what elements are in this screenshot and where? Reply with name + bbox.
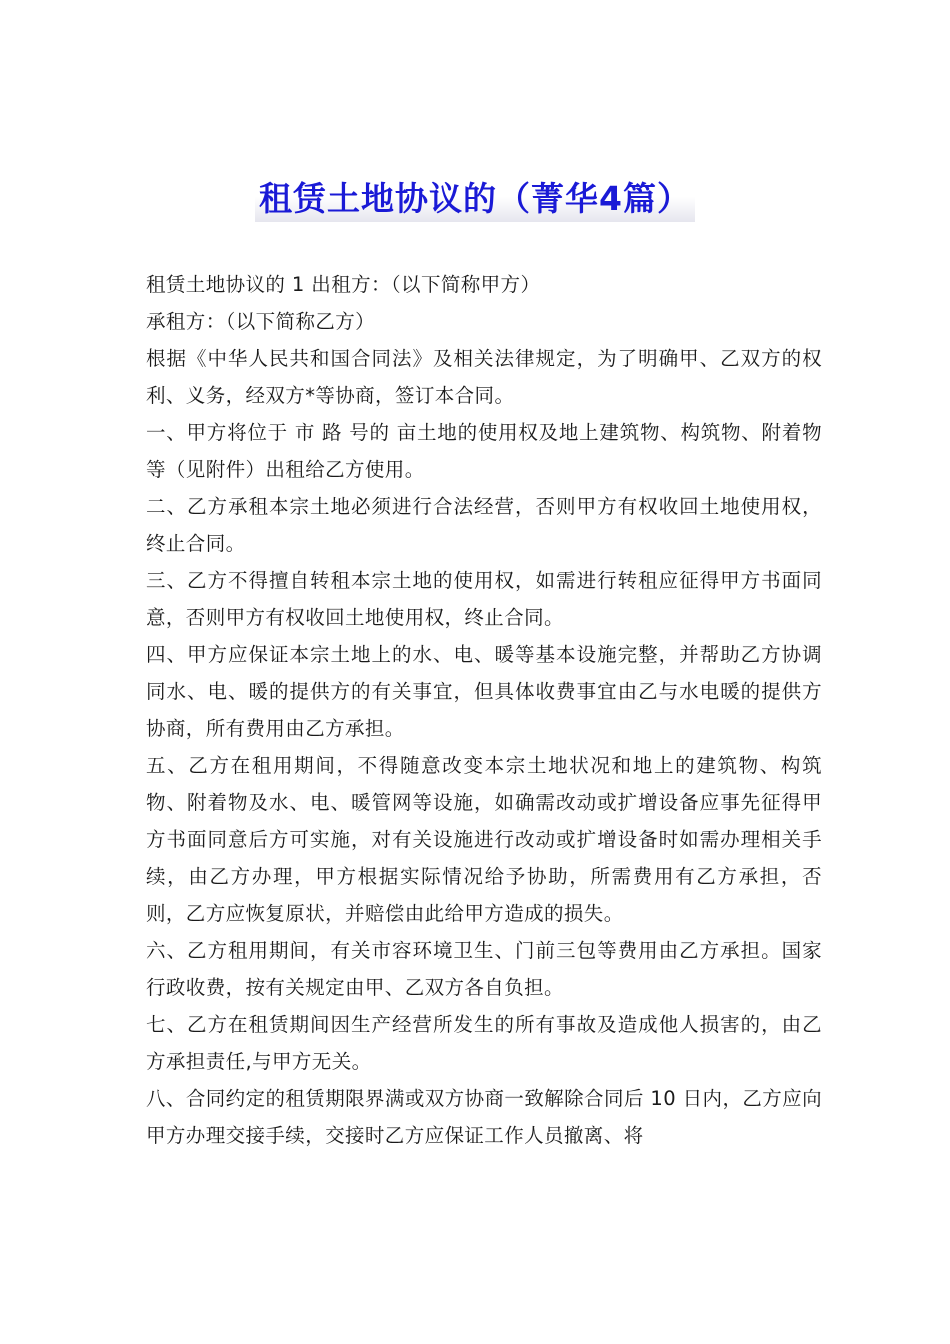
paragraph-clause-8: 八、合同约定的租赁期限界满或双方协商一致解除合同后 10 日内，乙方应向甲方办理交接手续，交接时乙方应保证工作人员撤离、将 [146, 1087, 822, 1147]
paragraph-clause-6: 六、乙方租用期间，有关市容环境卫生、门前三包等费用由乙方承担。国家行政收费，按有关规定由甲、乙双方各自负担。 [146, 939, 822, 999]
paragraph-parties-lessor: 租赁土地协议的 1 出租方：（以下简称甲方） [146, 273, 541, 296]
paragraph-clause-4: 四、甲方应保证本宗土地上的水、电、暖等基本设施完整，并帮助乙方协调同水、电、暖的提供方的有关事宜，但具体收费事宜由乙与水电暖的提供方协商，所有费用由乙方承担。 [146, 643, 822, 740]
paragraph-preamble: 根据《中华人民共和国合同法》及相关法律规定，为了明确甲、乙双方的权利、义务，经双方*等协商，签订本合同。 [146, 347, 822, 407]
paragraph-clause-3: 三、乙方不得擅自转租本宗土地的使用权，如需进行转租应征得甲方书面同意，否则甲方有权收回土地使用权，终止合同。 [146, 569, 822, 629]
document-body [146, 266, 822, 1154]
paragraph-clause-1: 一、甲方将位于 市 路 号的 亩土地的使用权及地上建筑物、构筑物、附着物等（见附件）出租给乙方使用。 [146, 421, 822, 481]
paragraph-parties-lessee: 承租方：（以下简称乙方） [146, 310, 376, 333]
paragraph-clause-2: 二、乙方承租本宗土地必须进行合法经营，否则甲方有权收回土地使用权，终止合同。 [146, 495, 822, 555]
document-title: 租赁土地协议的（菁华4篇） [255, 176, 695, 222]
paragraph-clause-7: 七、乙方在租赁期间因生产经营所发生的所有事故及造成他人损害的，由乙方承担责任,与甲方无关。 [146, 1013, 822, 1073]
title-container [0, 176, 950, 222]
paragraph-clause-5: 五、乙方在租用期间，不得随意改变本宗土地状况和地上的建筑物、构筑物、附着物及水、电、暖管网等设施，如确需改动或扩增设备应事先征得甲方书面同意后方可实施，对有关设施进行改动或扩增设备时如需办理相关手续，由乙方办理，甲方根据实际情况给予协助，所需费用有乙方承担，否则，乙方应恢复原状，并赔偿由此给甲方造成的损失。 [146, 754, 822, 925]
